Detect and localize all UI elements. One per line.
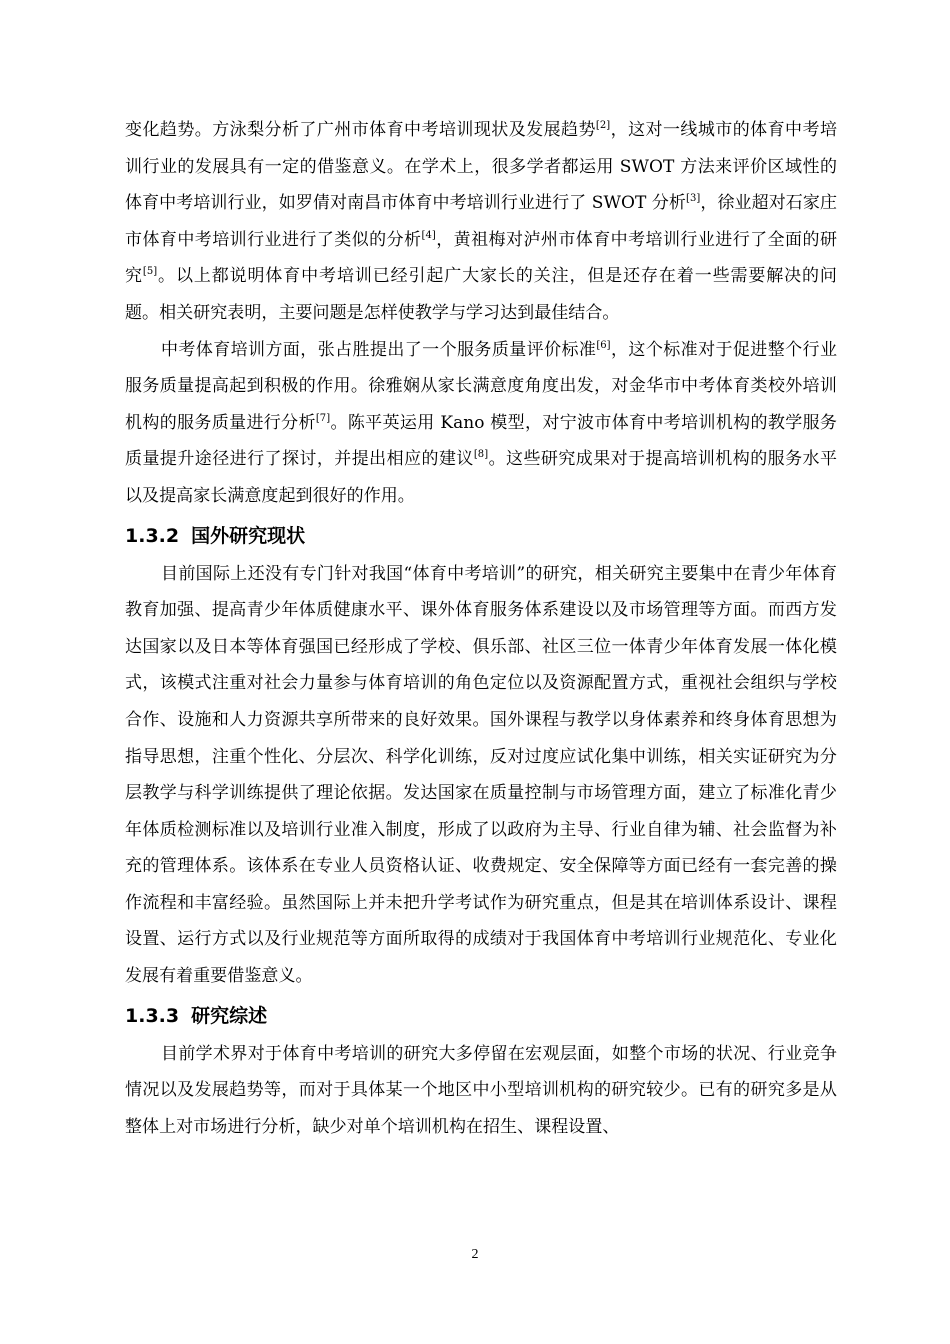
paragraph-text: 。以上都说明体育中考培训已经引起广大家长的关注，但是还存在着一些需要解决的问题。相关研究表明，主要问题是怎样使教学与学习达到最佳结合。: [125, 266, 837, 323]
paragraph-text: ，这个标准对于促进整个行业服务质量提高起到积极的作用。徐雅娴从家长满意度角度出发，对金华市中考体育类校外培训机构的服务质量进行分析: [125, 339, 837, 433]
paragraph-text: ，这对一线城市的体育中考培训行业的发展具有一定的借鉴意义。在学术上，很多学者都运用 SWOT 方法来评价区域性的体育中考培训行业，如罗倩对南昌市体育中考培训行业进行了 SWOT 分析: [125, 120, 837, 214]
document-body: [125, 112, 837, 1145]
paragraph-foreign-research: 目前国际上还没有专门针对我国“体育中考培训”的研究，相关研究主要集中在青少年体育教育加强、提高青少年体质健康水平、课外体育服务体系建设以及市场管理等方面。而西方发达国家以及日本等体育强国已经形成了学校、俱乐部、社区三位一体青少年体育发展一体化模式，该模式注重对社会力量参与体育培训的角色定位以及资源配置方式，重视社会组织与学校合作、设施和人力资源共享所带来的良好效果。国外课程与教学以身体素养和终身体育思想为指导思想，注重个性化、分层次、科学化训练，反对过度应试化集中训练，相关实证研究为分层教学与科学训练提供了理论依据。发达国家在质量控制与市场管理方面，建立了标准化青少年体质检测标准以及培训行业准入制度，形成了以政府为主导、行业自律为辅、社会监督为补充的管理体系。该体系在专业人员资格认证、收费规定、安全保障等方面已经有一套完善的操作流程和丰富经验。虽然国际上并未把升学考试作为研究重点，但是其在培训体系设计、课程设置、运行方式以及行业规范等方面所取得的成绩对于我国体育中考培训行业规范化、专业化发展有着重要借鉴意义。: [125, 563, 837, 987]
paragraph-service-quality: [125, 332, 837, 515]
section-number: 1.3.2: [125, 524, 180, 547]
section-number: 1.3.3: [125, 1004, 180, 1027]
citation-5[interactable]: [5]: [142, 266, 158, 278]
section-title: 研究综述: [191, 1004, 268, 1027]
citation-7[interactable]: [7]: [315, 412, 331, 424]
section-title: 国外研究现状: [191, 524, 306, 547]
citation-2[interactable]: [2]: [595, 120, 611, 131]
section-heading-foreign-research: [125, 520, 837, 552]
paragraph-domestic-trends: [125, 112, 837, 332]
citation-3[interactable]: [3]: [686, 193, 701, 205]
paragraph-research-review: 目前学术界对于体育中考培训的研究大多停留在宏观层面，如整个市场的状况、行业竞争情况以及发展趋势等，而对于具体某一个地区中小型培训机构的研究较少。已有的研究多是从整体上对市场进行分析，缺少对单个培训机构在招生、课程设置、: [125, 1043, 837, 1137]
section-heading-research-review: [125, 1000, 837, 1032]
citation-8[interactable]: [8]: [473, 449, 489, 461]
page-number: 2: [471, 1247, 479, 1262]
citation-6[interactable]: [6]: [596, 339, 611, 351]
citation-4[interactable]: [4]: [421, 229, 436, 241]
paragraph-text: 。陈平英运用 Kano 模型，对宁波市体育中考培训机构的教学服务质量提升途径进行了探讨，并提出相应的建议: [125, 412, 837, 470]
paragraph-text: 。这些研究成果对于提高培训机构的服务水平以及提高家长满意度起到很好的作用。: [125, 449, 838, 506]
paragraph-text: 中考体育培训方面，张占胜提出了一个服务质量评价标准: [161, 339, 597, 360]
paragraph-text: ，黄祖梅对泸州市体育中考培训行业进行了全面的研究: [125, 229, 837, 287]
paragraph-text: ，徐业超对石家庄市体育中考培训行业进行了类似的分析: [125, 193, 837, 250]
paragraph-text: 变化趋势。方泳梨分析了广州市体育中考培训现状及发展趋势: [125, 120, 596, 140]
